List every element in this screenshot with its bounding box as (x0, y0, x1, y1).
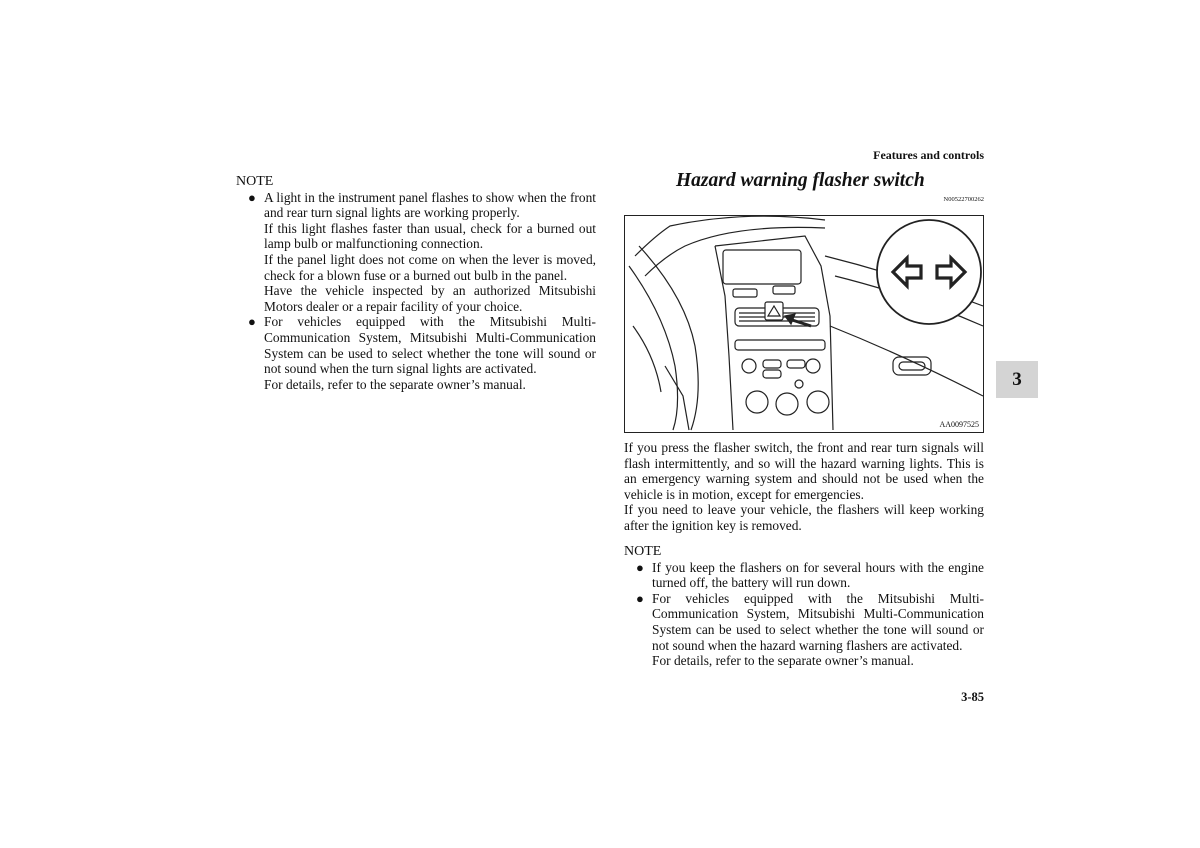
bullet-paragraph: Have the vehicle inspected by an authorized Mitsubishi Motors dealer or a repair facility of your choice. (264, 283, 596, 314)
left-column (236, 174, 596, 392)
bullet-dot: ● (636, 559, 644, 575)
note-bullet (624, 560, 984, 591)
page-number: 3-85 (961, 690, 984, 704)
body-paragraph: If you need to leave your vehicle, the flashers will keep working after the ignition key is removed. (624, 502, 984, 533)
note-bullet (236, 190, 596, 221)
body-paragraph: If you press the flasher switch, the front and rear turn signals will flash intermittently, and so will the hazard warning lights. This is an emergency warning system and should not be used when the vehicle is in motion, except for emergencies. (624, 440, 984, 502)
note-label: NOTE (236, 174, 274, 189)
right-column-note (624, 544, 984, 669)
dashboard-illustration (624, 215, 984, 433)
bullet-dot: ● (248, 314, 256, 330)
note-bullet (624, 591, 984, 653)
bullet-paragraph: For details, refer to the separate owner’s manual. (264, 376, 526, 392)
bullet-paragraph: For vehicles equipped with the Mitsubishi Multi-Communication System, Mitsubishi Multi-Communication System can be used to select whether the tone will sound or not sound when the hazard warning flashers are activated. (652, 590, 984, 653)
figure-code: AA0097525 (939, 420, 979, 429)
section-header: Features and controls (873, 148, 984, 162)
chapter-tab: 3 (996, 361, 1038, 398)
note-label: NOTE (624, 544, 662, 559)
bullet-dot: ● (636, 590, 644, 606)
bullet-dot: ● (248, 189, 256, 205)
section-title: Hazard warning flasher switch (676, 170, 925, 191)
bullet-paragraph: For details, refer to the separate owner’s manual. (652, 653, 914, 669)
right-column-body (624, 440, 984, 534)
bullet-paragraph: If this light flashes faster than usual, check for a burned out lamp bulb or malfunctioning connection. (264, 220, 596, 252)
dashboard-drawing (625, 216, 983, 432)
reference-code: N00522700262 (943, 196, 984, 203)
bullet-paragraph: If you keep the flashers on for several hours with the engine turned off, the battery will run down. (652, 559, 984, 591)
note-bullet (236, 314, 596, 376)
bullet-paragraph: For vehicles equipped with the Mitsubishi Multi-Communication System, Mitsubishi Multi-Communication System can be used to select whether the tone will sound or not sound when the turn signal lights are activated. (264, 314, 596, 377)
bullet-paragraph: A light in the instrument panel flashes to show when the front and rear turn signal lights are working properly. (264, 189, 596, 221)
bullet-paragraph: If the panel light does not come on when the lever is moved, check for a blown fuse or a burned out bulb in the panel. (264, 251, 596, 283)
